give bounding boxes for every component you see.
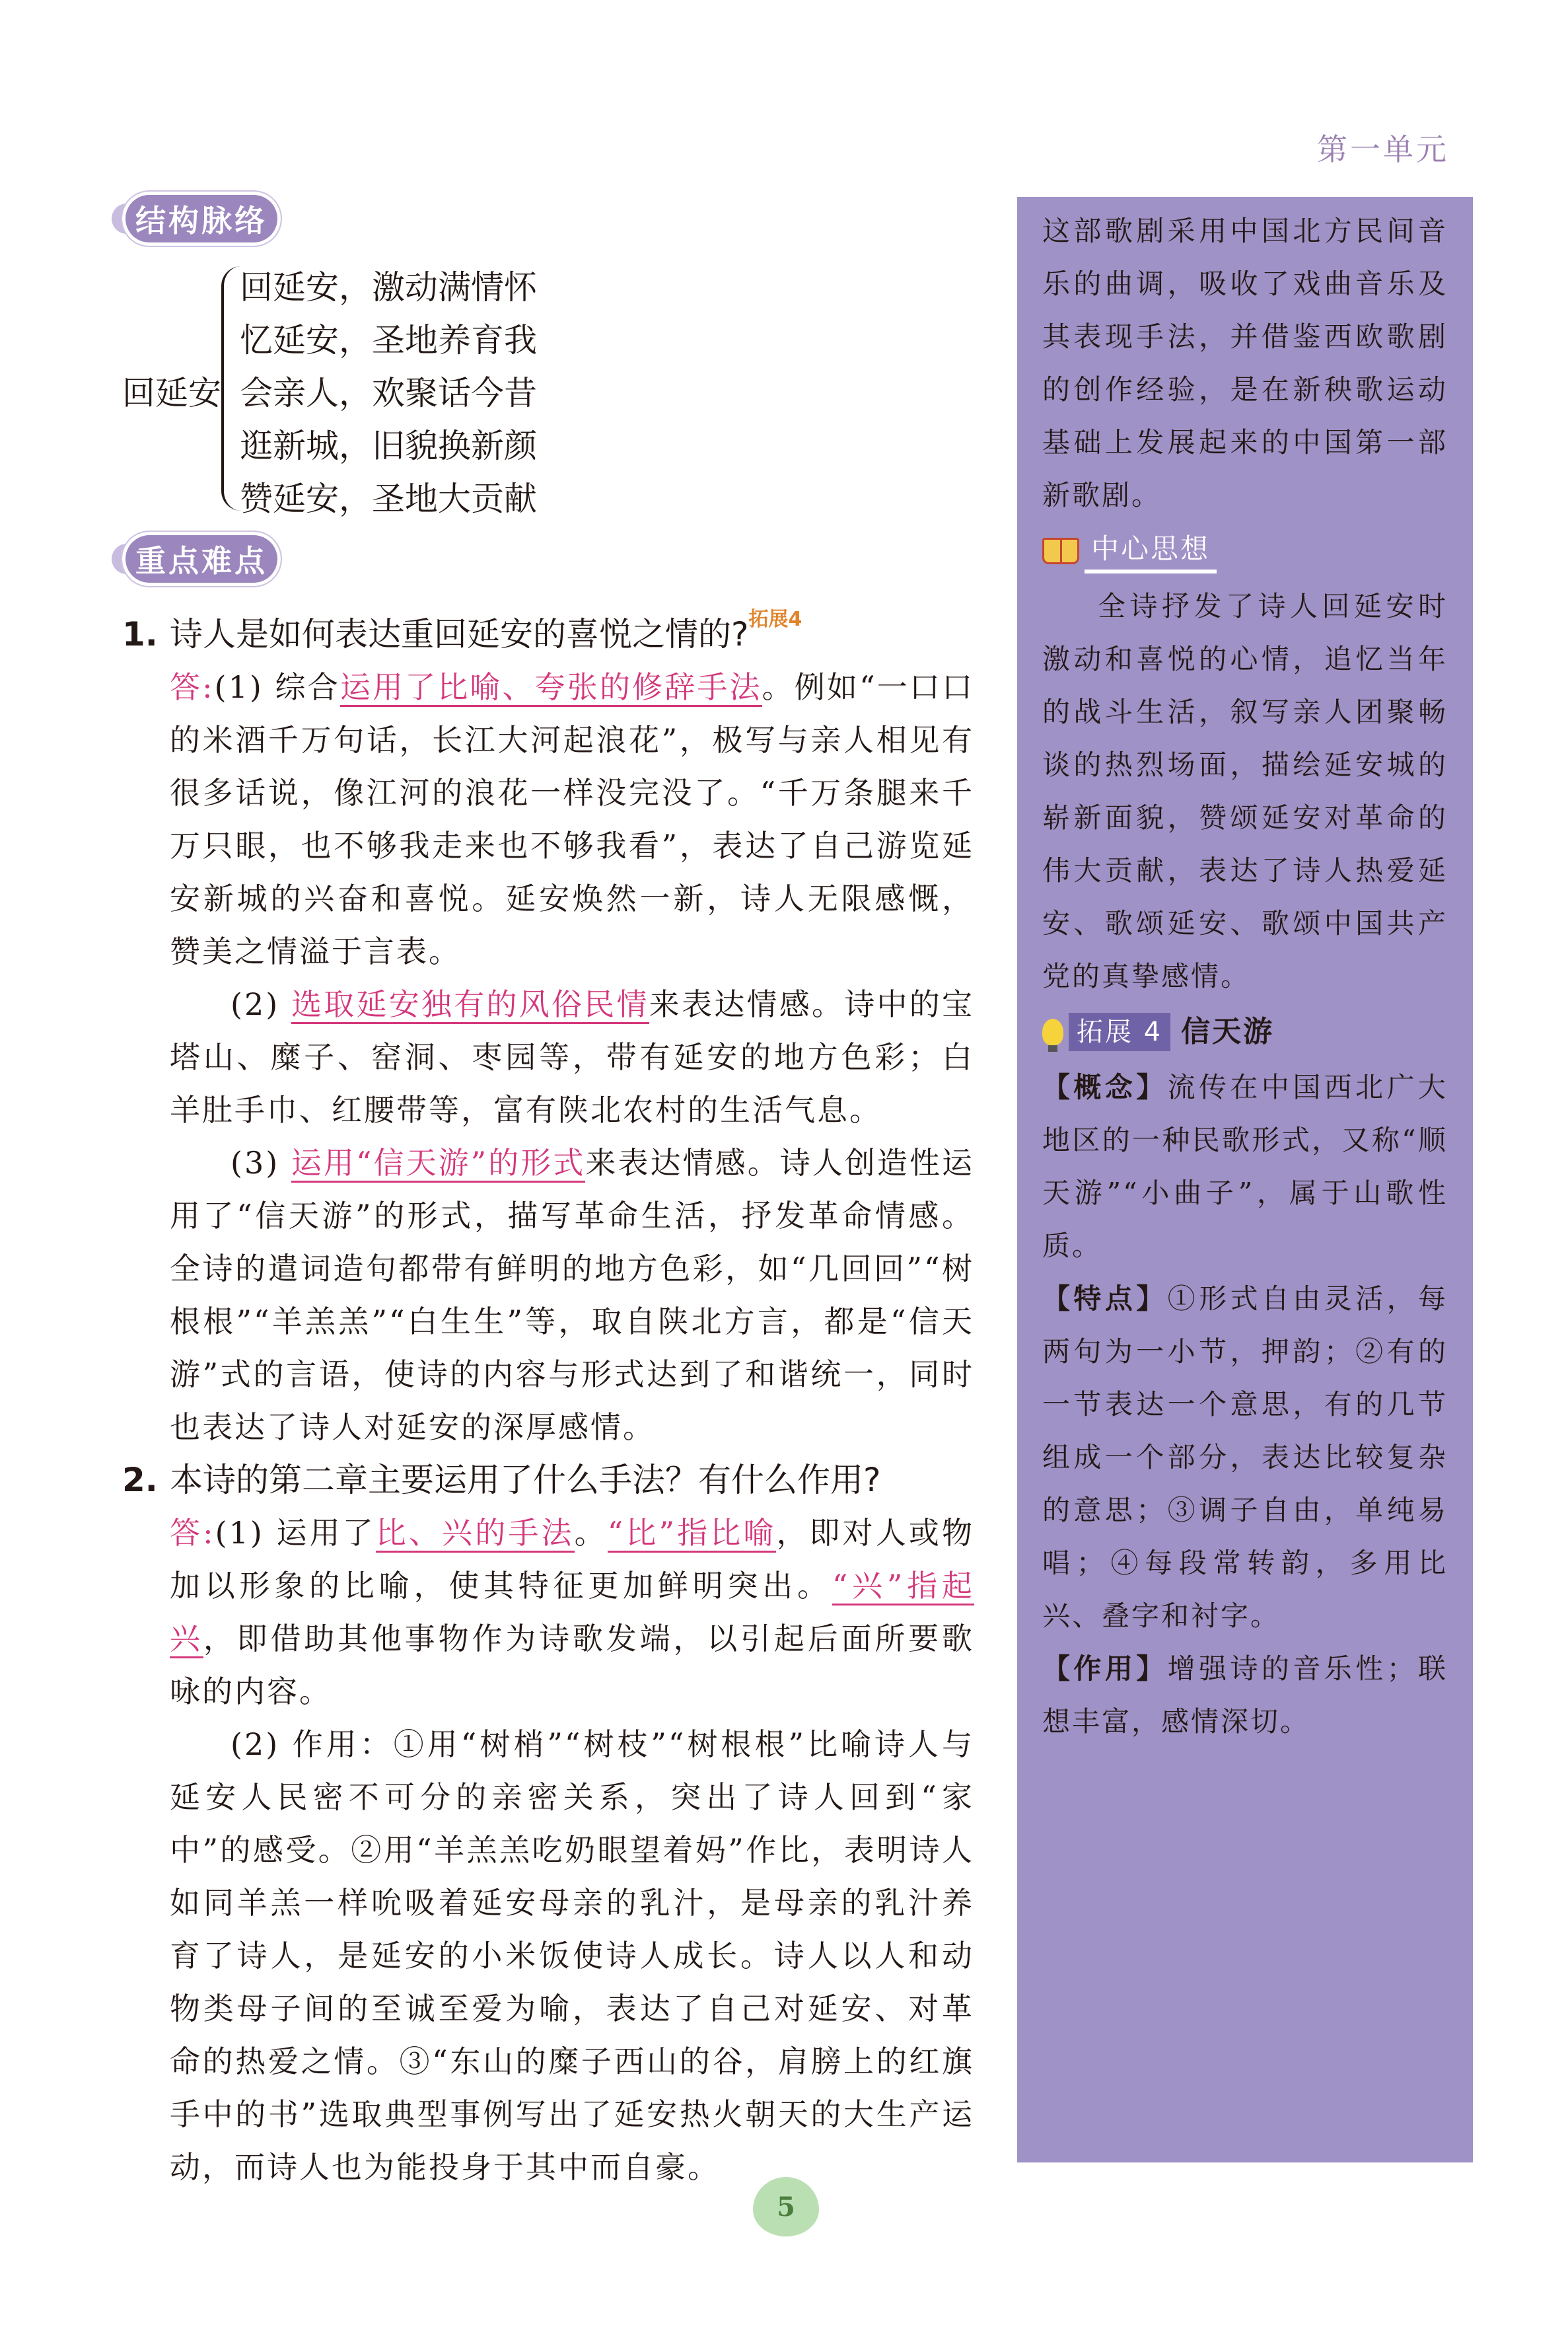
answer-text: 来表达情感。诗人创造性运用了“信天游”的形式，描写革命生活，抒发革命情感。全诗的遣词造句都带有鲜明的地方色彩，如“几回回”“树根根”“羊羔羔”“白生生”等，取自陕北方言，都是“信天游”式的言语，使诗的内容与形式达到了和谐统一，同时也表达了诗人对延安的深厚感情。 <box>170 1145 975 1445</box>
answer-text: 来表达情感。诗中的宝塔山、糜子、窑洞、枣园等，带有延安的地方色彩；白羊肚手巾、红腰带等，富有陕北农村的生活气息。 <box>170 986 975 1128</box>
sidebar-intro: 这部歌剧采用中国北方民间音乐的曲调，吸收了戏曲音乐及其表现手法，并借鉴西欧歌剧的创作经验，是在新秧歌运动基础上发展起来的中国第一部新歌剧。 <box>1042 215 1448 511</box>
structure-section-title: 结构脉络 <box>135 203 267 239</box>
page-number: 5 <box>753 2177 819 2236</box>
question-number: 2. <box>122 1461 158 1499</box>
answer-text: 。 <box>574 1515 608 1551</box>
answer-text: (3) <box>231 1145 291 1181</box>
answer-text: 。例如“一口口的米酒千万句话，长江大河起浪花”，极写与亲人相见有很多话说，像江河的浪花一样没完没了。“千万条腿来千万只眼，也不够我走来也不够我看”，表达了自己游览延安新城的兴奋和喜悦。延安焕然一新，诗人无限感慨，赞美之情溢于言表。 <box>170 669 975 969</box>
question-2 <box>122 1454 974 1506</box>
answer-1 <box>122 661 974 1454</box>
question-text: 本诗的第二章主要运用了什么手法？有什么作用? <box>170 1461 881 1499</box>
structure-item: 会亲人，欢聚话今昔 <box>240 374 537 412</box>
key-points-section-badge <box>122 532 281 586</box>
answer-2 <box>122 1506 974 2194</box>
structure-items <box>240 261 537 525</box>
answer-text: ，即借助其他事物作为诗歌发端，以引起后面所要歌咏的内容。 <box>170 1621 975 1709</box>
concept-text: 流传在中国西北广大地区的一种民歌形式，又称“顺天游”“小曲子”，属于山歌性质。 <box>1042 1071 1448 1262</box>
answer-label: 答: <box>170 669 215 705</box>
book-icon <box>1042 538 1079 564</box>
extension-tag: 拓展 4 <box>1069 1013 1170 1051</box>
answer-text: (1) 运用了 <box>215 1515 376 1551</box>
theme-heading <box>1042 525 1448 577</box>
answer-text: ，即对人或物加以形象的比喻，使其特征更加鲜明突出。 <box>170 1515 975 1604</box>
structure-item: 回延安，激动满情怀 <box>240 268 537 307</box>
keyword-highlight: 运用“信天游”的形式 <box>291 1145 586 1183</box>
effect-entry <box>1042 1642 1448 1748</box>
keyword-highlight: “兴”指起兴 <box>170 1568 974 1658</box>
question-text: 诗人是如何表达重回延安的喜悦之情的? <box>170 615 749 653</box>
keyword-highlight: 运用了比喻、夸张的修辞手法 <box>340 669 762 707</box>
extension-heading <box>1042 1006 1448 1058</box>
unit-title: 第一单元 <box>1317 131 1449 167</box>
concept-label: 【概念】 <box>1042 1071 1168 1103</box>
extension-title: 信天游 <box>1181 1015 1275 1049</box>
extension-tag: 拓展4 <box>748 608 802 631</box>
key-points-content <box>122 608 974 2194</box>
structure-item: 逛新城，旧貌换新颜 <box>240 427 537 465</box>
feature-entry <box>1042 1273 1448 1642</box>
theme-text: 全诗抒发了诗人回延安时激动和喜悦的心情，追忆当年的战斗生活，叙写亲人团聚畅谈的热烈场面，描绘延安城的崭新面貌，赞颂延安对革命的伟大贡献，表达了诗人热爱延安、歌颂延安、歌颂中国共产党的真挚感情。 <box>1042 590 1448 992</box>
structure-section-badge <box>122 192 281 246</box>
answer-label: 答: <box>170 1515 215 1551</box>
sidebar-panel <box>1017 197 1473 2162</box>
answer-text: (1) 综合 <box>214 669 340 705</box>
effect-label: 【作用】 <box>1042 1652 1168 1685</box>
structure-item: 忆延安，圣地养育我 <box>240 321 537 359</box>
answer-text: (2) <box>231 986 292 1022</box>
effect-text: 增强诗的音乐性；联想丰富，感情深切。 <box>1042 1652 1448 1738</box>
keyword-highlight: 选取延安独有的风俗民情 <box>291 986 649 1024</box>
feature-label: 【特点】 <box>1042 1282 1168 1315</box>
answer-text: (2) 作用：①用“树梢”“树枝”“树根根”比喻诗人与延安人民密不可分的亲密关系，突出了诗人回到“家中”的感受。②用“羊羔羔吃奶眼望着妈”作比，表明诗人如同羊羔一样吮吸着延安母亲的乳汁，是母亲的乳汁养育了诗人，是延安的小米饭使诗人成长。诗人以人和动物类母子间的至诚至爱为喻，表达了自己对延安、对革命的热爱之情。③“东山的糜子西山的谷，肩膀上的红旗手中的书”选取典型事例写出了延安热火朝天的大生产运动，而诗人也为能投身于其中而自豪。 <box>170 1726 974 2185</box>
feature-text: ①形式自由灵活，每两句为一小节，押韵；②有的一节表达一个意思，有的几节组成一个部分，表达比较复杂的意思；③调子自由，单纯易唱；④每段常转韵，多用比兴、叠字和衬字。 <box>1042 1282 1448 1632</box>
concept-entry <box>1042 1061 1448 1273</box>
lightbulb-icon <box>1042 1019 1063 1045</box>
question-number: 1. <box>122 615 158 653</box>
question-1 <box>122 608 974 661</box>
structure-root: 回延安 <box>122 374 221 412</box>
theme-title: 中心思想 <box>1085 529 1217 573</box>
structure-item: 赞延安，圣地大贡献 <box>240 480 537 518</box>
keyword-highlight: “比”指比喻 <box>608 1515 777 1553</box>
key-points-section-title: 重点难点 <box>135 543 267 579</box>
keyword-highlight: 比、兴的手法 <box>376 1515 575 1553</box>
